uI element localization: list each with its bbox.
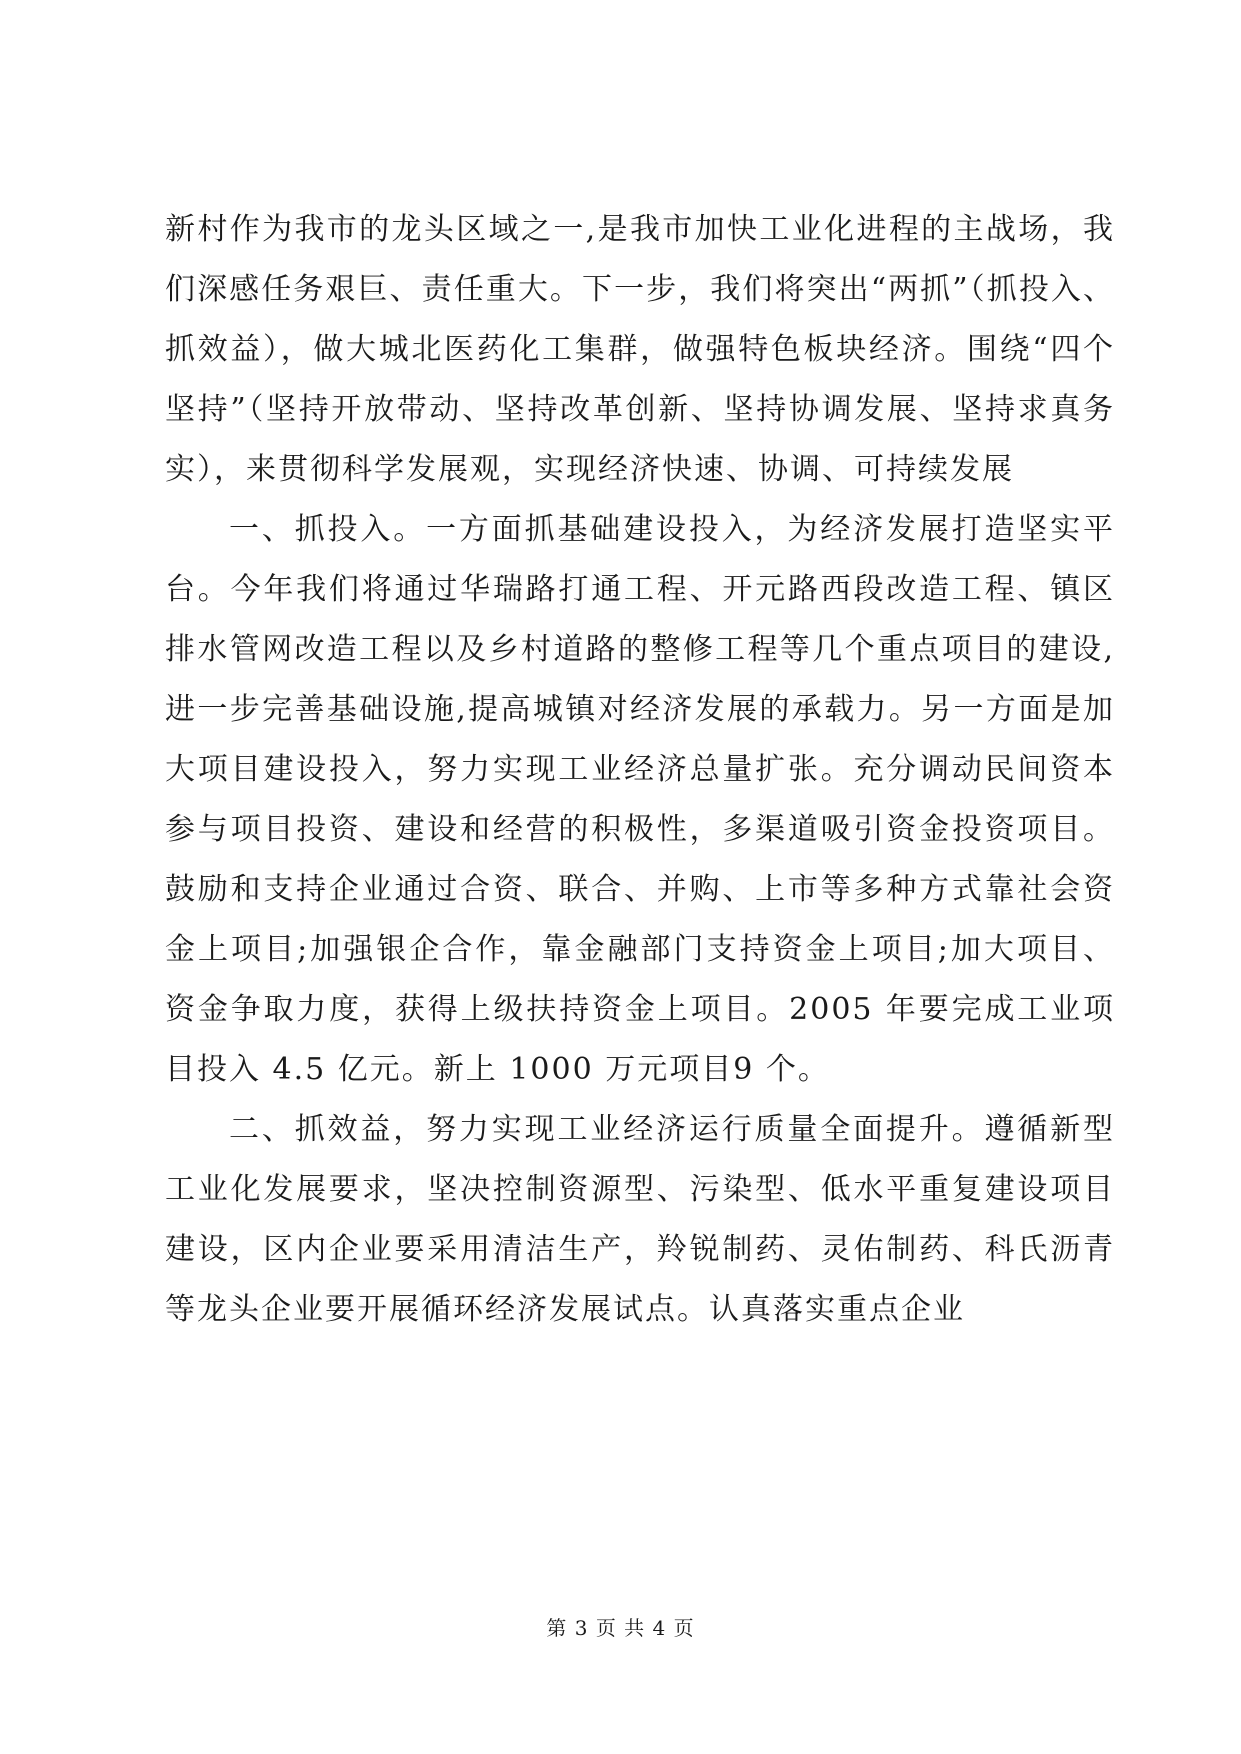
- paragraph-intro: 新村作为我市的龙头区域之一,是我市加快工业化进程的主战场，我们深感任务艰巨、责任重大。下一步，我们将突出“两抓”（抓投入、抓效益），做大城北医药化工集群，做强特色板块经济。围绕“四个坚持”（坚持开放带动、坚持改革创新、坚持协调发展、坚持求真务实），来贯彻科学发展观，实现经济快速、协调、可持续发展: [165, 212, 1115, 487]
- document-body: [165, 200, 1115, 1340]
- page-number-footer: 第 3 页 共 4 页: [546, 1616, 695, 1640]
- paragraph-efficiency: 二、抓效益，努力实现工业经济运行质量全面提升。遵循新型工业化发展要求，坚决控制资源型、污染型、低水平重复建设项目建设，区内企业要采用清洁生产，羚锐制药、灵佑制药、科氏沥青等龙头企业要开展循环经济发展试点。认真落实重点企业: [165, 1112, 1115, 1327]
- paragraph-investment: 一、抓投入。一方面抓基础建设投入，为经济发展打造坚实平台。今年我们将通过华瑞路打通工程、开元路西段改造工程、镇区排水管网改造工程以及乡村道路的整修工程等几个重点项目的建设,进一步完善基础设施,提高城镇对经济发展的承载力。另一方面是加大项目建设投入，努力实现工业经济总量扩张。充分调动民间资本参与项目投资、建设和经营的积极性，多渠道吸引资金投资项目。鼓励和支持企业通过合资、联合、并购、上市等多种方式靠社会资金上项目;加强银企合作，靠金融部门支持资金上项目;加大项目、资金争取力度，获得上级扶持资金上项目。2005 年要完成工业项目投入 4.5 亿元。新上 1000 万元项目9 个。: [165, 512, 1115, 1087]
